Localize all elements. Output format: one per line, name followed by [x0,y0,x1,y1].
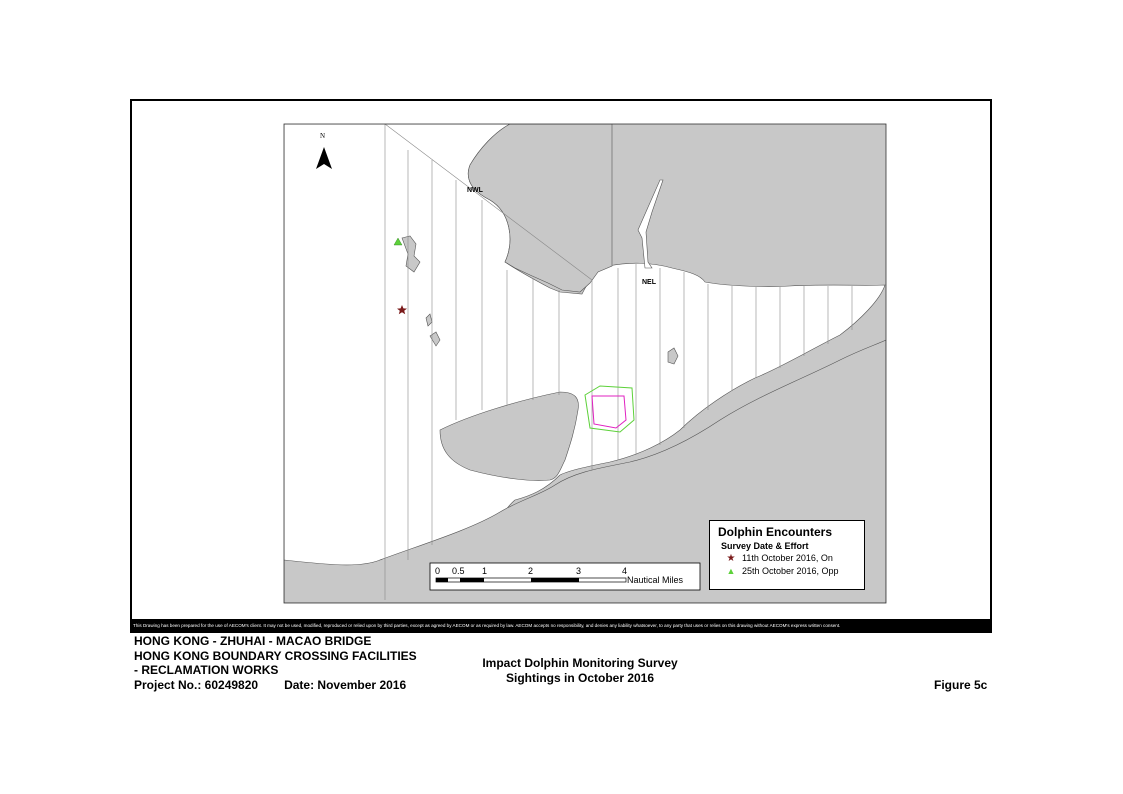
scale-tick-4: 4 [622,566,628,576]
drawing-title [470,656,690,686]
legend [709,520,865,590]
legend-item-label: 11th October 2016, On [742,553,833,563]
project-row [134,678,417,693]
legend-item [718,552,856,565]
disclaimer-bar: This Drawing has been prepared for the use of AECOM's client. It may not be used, modified, reproduced or relied upon by third parties, except as agreed by AECOM or as required by law. AECOM accepts no responsibility, and denies any liability whatsoever, to any party that uses or relies on this drawing without AECOM's express written consent. [130,619,992,633]
triangle-icon: ▲ [726,566,736,576]
scale-tick-2: 2 [528,566,534,576]
title-line-1: HONG KONG - ZHUHAI - MACAO BRIDGE [134,634,372,648]
scale-tick-1: 1 [482,566,488,576]
area-label-nel: NEL [642,279,656,286]
figure-number: Figure 5c [934,678,988,692]
title-line-3: - RECLAMATION WORKS [134,663,279,677]
legend-item-label: 25th October 2016, Opp [742,566,839,576]
scale-unit: Nautical Miles [627,575,684,585]
legend-item [718,565,856,578]
drawing-title-line-1: Impact Dolphin Monitoring Survey [482,656,678,670]
scale-bar [436,578,626,582]
scale-tick-0-5: 0.5 [452,566,465,576]
title-line-2: HONG KONG BOUNDARY CROSSING FACILITIES [134,648,417,663]
legend-title: Dolphin Encounters [718,525,832,539]
scale-tick-0: 0 [435,566,441,576]
north-label: N [320,132,326,140]
scale-tick-3: 3 [576,566,582,576]
area-label-nwl: NWL [467,187,483,194]
drawing-date: Date: November 2016 [284,677,407,692]
drawing-title-line-2: Sightings in October 2016 [505,671,655,685]
legend-subtitle: Survey Date & Effort [721,541,809,551]
title-block [134,634,417,692]
project-number: Project No.: 60249820 [134,677,259,692]
star-icon: ★ [726,553,736,564]
